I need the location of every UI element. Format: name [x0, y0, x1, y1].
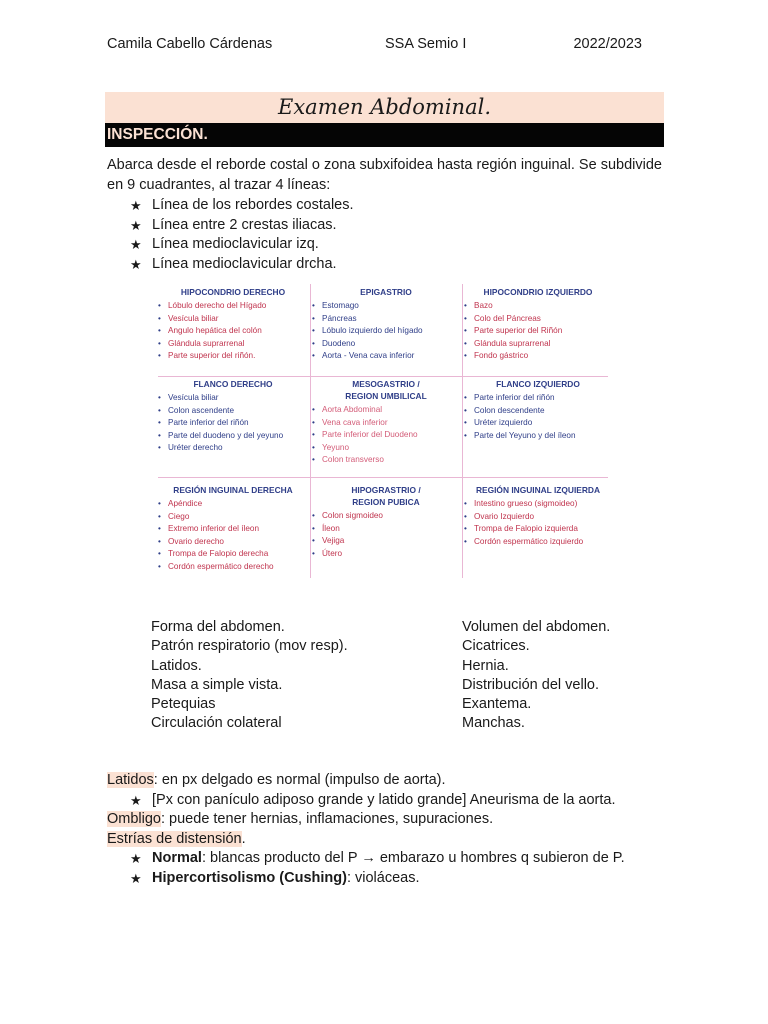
- quadrant-title: REGIÓN INGUINAL IZQUIERDA: [475, 485, 601, 495]
- section-heading: INSPECCIÓN.: [105, 123, 664, 147]
- quadrant-inguinal-izquierda: [464, 484, 612, 548]
- list-item: • Vesícula biliar: [158, 313, 308, 326]
- list-item: • Trompa de Falopio izquierda: [464, 523, 612, 536]
- quadrant-epigastrio: [312, 286, 460, 363]
- star-icon: ★: [130, 237, 142, 252]
- list-item: ★ Línea medioclavicular drcha.: [130, 255, 670, 275]
- star-icon: ★: [130, 217, 142, 233]
- list-item: • Parte del Yeyuno y del íleon: [464, 430, 612, 443]
- course-name: SSA Semio I: [385, 36, 467, 52]
- grid-divider: [310, 284, 311, 578]
- notes-section: [107, 771, 667, 888]
- quadrant-title: FLANCO IZQUIERDO: [496, 379, 580, 389]
- list-item: • Íleon: [312, 523, 460, 536]
- list-item: • Colo del Páncreas: [464, 313, 612, 326]
- note-latidos: Latidos: en px delgado es normal (impulso de aorta).: [107, 772, 446, 788]
- list-item: ★ Línea entre 2 crestas iliacas.: [130, 216, 670, 236]
- page-header: [107, 36, 642, 56]
- list-item: • Fondo gástrico: [464, 350, 612, 363]
- list-item: • Ciego: [158, 511, 308, 524]
- list-item: • Glándula suprarrenal: [464, 338, 612, 351]
- academic-year: 2022/2023: [573, 36, 642, 52]
- list-item: • Colon ascendente: [158, 405, 308, 418]
- star-icon: ★: [130, 851, 142, 866]
- list-item: Manchas.: [462, 715, 525, 732]
- list-item: • Angulo hepática del colón: [158, 325, 308, 338]
- list-item: • Yeyuno: [312, 442, 460, 455]
- quadrant-hipogastrio: [312, 484, 460, 560]
- inspection-list-right: [462, 618, 610, 734]
- list-item: • Ovario Izquierdo: [464, 511, 612, 524]
- quadrant-mesogastrio: [312, 378, 460, 467]
- list-item: • Estomago: [312, 300, 460, 313]
- list-item: ★ Hipercortisolismo (Cushing): violáceas.: [130, 869, 670, 889]
- list-item: • Uréter derecho: [158, 442, 308, 455]
- highlighted-term: Estrías de distensión: [107, 830, 242, 847]
- list-item: • Parte superior del riñón.: [158, 350, 308, 363]
- grid-divider: [462, 284, 463, 578]
- list-item: • Parte superior del Riñón: [464, 325, 612, 338]
- list-item: • Cordón espermático derecho: [158, 561, 308, 574]
- list-item: • Cordón espermático izquierdo: [464, 536, 612, 549]
- list-item: • Útero: [312, 548, 460, 561]
- grid-divider: [158, 376, 608, 377]
- intro-paragraph: Abarca desde el reborde costal o zona subxifoidea hasta región inguinal. Se subdivide en 9 cuadrantes, al trazar 4 líneas:: [107, 157, 662, 193]
- list-item: ★ Normal: blancas producto del P → embarazo u hombres q subieron de P.: [130, 849, 670, 869]
- list-item: • Parte inferior del Duodeno: [312, 429, 460, 442]
- list-item: Latidos.: [151, 657, 202, 674]
- list-item: • Trompa de Falopio derecha: [158, 548, 308, 561]
- quadrant-flanco-izquierdo: [464, 378, 612, 442]
- estrias-bullets: [130, 849, 670, 888]
- quadrant-hipocondrio-izquierdo: [464, 286, 612, 363]
- list-item: • Colon transverso: [312, 454, 460, 467]
- list-item: • Intestino grueso (sigmoideo): [464, 498, 612, 511]
- quadrant-title: HIPOCONDRIO IZQUIERDO: [483, 287, 593, 297]
- list-item: Masa a simple vista.: [151, 676, 283, 693]
- author-name: Camila Cabello Cárdenas: [107, 36, 273, 52]
- list-item: Cicatrices.: [462, 638, 530, 655]
- list-item: • Aorta Abdominal: [312, 404, 460, 417]
- list-item: Hernia.: [462, 657, 509, 674]
- quadrant-title: EPIGASTRIO: [360, 287, 412, 297]
- list-item: Petequias: [151, 696, 216, 713]
- highlighted-term: Latidos: [107, 772, 154, 788]
- list-item: • Vejiga: [312, 535, 460, 548]
- list-item: Volumen del abdomen.: [462, 619, 611, 635]
- note-estrias: Estrías de distensión.: [107, 830, 246, 847]
- quadrant-title: REGIÓN INGUINAL DERECHA: [173, 485, 293, 495]
- quadrant-inguinal-derecha: [158, 484, 308, 574]
- list-item: • Páncreas: [312, 313, 460, 326]
- list-item: ★ Línea medioclavicular izq.: [130, 235, 670, 255]
- list-item: • Ovario derecho: [158, 536, 308, 549]
- list-item: • Aorta - Vena cava inferior: [312, 350, 460, 363]
- list-item: • Vena cava inferior: [312, 417, 460, 430]
- quadrant-title: HIPOCONDRIO DERECHO: [180, 287, 286, 297]
- star-icon: ★: [130, 792, 142, 808]
- list-item: Exantema.: [462, 696, 532, 713]
- star-icon: ★: [130, 256, 142, 272]
- lines-list: [130, 196, 670, 274]
- quadrant-flanco-derecho: [158, 378, 308, 455]
- list-item: • Colon sigmoideo: [312, 510, 460, 523]
- list-item: • Parte del duodeno y del yeyuno: [158, 430, 308, 443]
- quadrant-title: MESOGASTRIO / REGION UMBILICAL: [345, 379, 427, 401]
- page-title: Examen Abdominal.: [105, 92, 664, 123]
- list-item: Distribución del vello.: [462, 676, 600, 693]
- quadrant-title: HIPOGRASTRIO / REGION PUBICA: [351, 485, 421, 507]
- list-item: • Bazo: [464, 300, 612, 313]
- list-item: • Lóbulo derecho del Hígado: [158, 300, 308, 313]
- list-item: ★ Línea de los rebordes costales.: [130, 196, 670, 216]
- list-item: • Parte inferior del riñón: [158, 417, 308, 430]
- list-item: Forma del abdomen.: [151, 619, 285, 635]
- inspection-list-left: [151, 618, 348, 734]
- highlighted-term: Ombligo: [107, 811, 161, 827]
- star-icon: ★: [130, 198, 142, 213]
- arrow-right-icon: →: [361, 850, 376, 866]
- note-ombligo: Ombligo: puede tener hernias, inflamaciones, supuraciones.: [107, 811, 494, 827]
- list-item: • Uréter izquierdo: [464, 417, 612, 430]
- grid-divider: [158, 477, 608, 478]
- list-item: • Parte inferior del riñón: [464, 392, 612, 405]
- list-item: Circulación colateral: [151, 715, 282, 732]
- list-item: ★ [Px con panículo adiposo grande y latido grande] Aneurisma de la aorta.: [130, 791, 670, 811]
- list-item: • Duodeno: [312, 338, 460, 351]
- list-item: • Vesícula biliar: [158, 392, 308, 405]
- list-item: • Extremo inferior del íleon: [158, 523, 308, 536]
- abdominal-quadrants-figure: [158, 280, 612, 578]
- list-item: • Lóbulo izquierdo del hígado: [312, 325, 460, 338]
- star-icon: ★: [130, 870, 142, 886]
- quadrant-hipocondrio-derecho: [158, 286, 308, 363]
- list-item: Patrón respiratorio (mov resp).: [151, 638, 348, 655]
- list-item: • Colon descendente: [464, 405, 612, 418]
- list-item: • Glándula suprarrenal: [158, 338, 308, 351]
- quadrant-title: FLANCO DERECHO: [193, 379, 273, 389]
- latidos-bullets: [130, 791, 670, 811]
- list-item: • Apéndice: [158, 498, 308, 511]
